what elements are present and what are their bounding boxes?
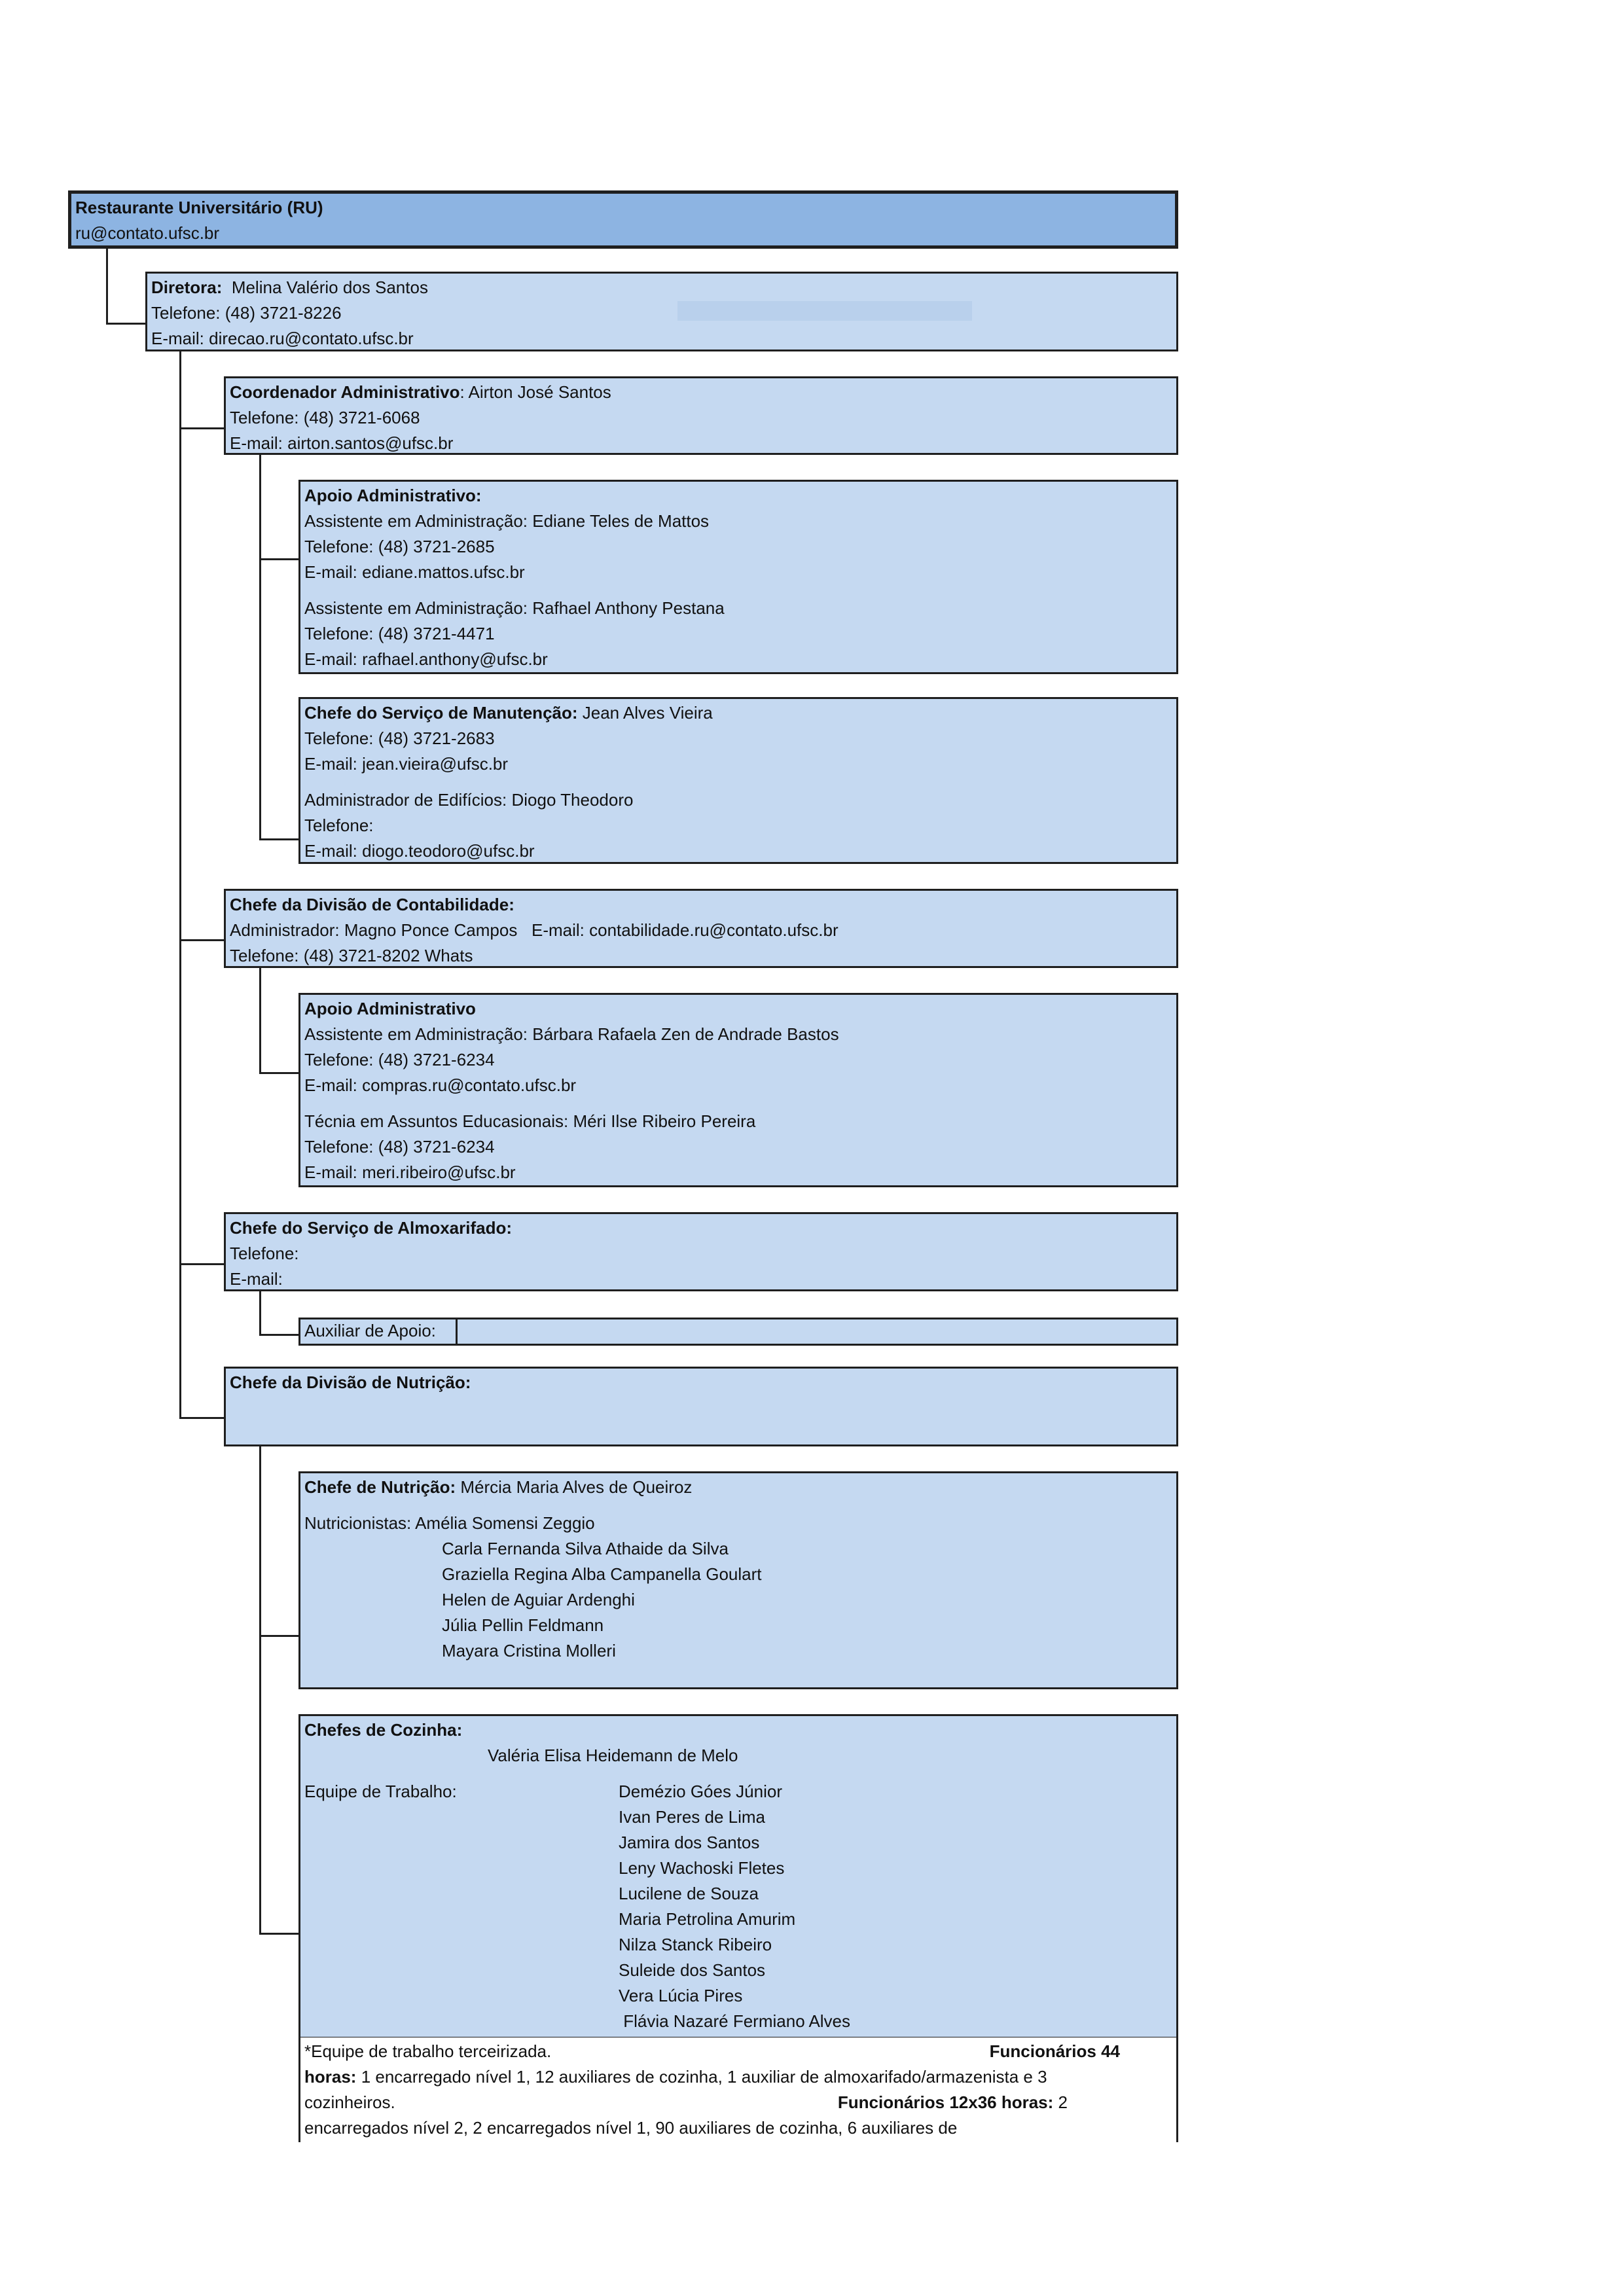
- connector-apoio2-h: [259, 1072, 300, 1074]
- equipe-item: Maria Petrolina Amurim: [619, 1909, 796, 1929]
- nutricao-label: Chefe da Divisão de Nutrição:: [230, 1372, 471, 1392]
- apoio-admin2-p1-phone: Telefone: (48) 3721-6234: [304, 1050, 495, 1069]
- apoio-admin-p1-role: Assistente em Administração: Ediane Teles de Mattos: [304, 511, 710, 531]
- nutricionista-item: Helen de Aguiar Ardenghi: [442, 1590, 635, 1609]
- auxiliar-apoio-label-cell: [300, 1319, 458, 1344]
- equipe-item: Nilza Stanck Ribeiro: [619, 1935, 772, 1954]
- auxiliar-apoio-label: Auxiliar de Apoio:: [304, 1321, 436, 1340]
- chefe-nutricao-label: Chefe de Nutrição:: [304, 1477, 456, 1497]
- footnote-line1: *Equipe de trabalho terceirizada.: [304, 2041, 552, 2061]
- diretora-name: Melina Valério dos Santos: [231, 278, 428, 297]
- connector-coord-h: [179, 427, 225, 429]
- equipe-item: Ivan Peres de Lima: [619, 1807, 766, 1827]
- coord-admin-phone: Telefone: (48) 3721-6068: [230, 408, 420, 427]
- apoio-admin-p2-email: E-mail: rafhael.anthony@ufsc.br: [304, 649, 548, 669]
- footnote-box: [298, 2037, 1178, 2142]
- equipe-item: Jamira dos Santos: [619, 1833, 760, 1852]
- apoio-admin-label: Apoio Administrativo:: [304, 486, 482, 505]
- manutencao-p2-role: Administrador de Edifícios: Diogo Theodoro: [304, 790, 634, 810]
- manutencao-name: Jean Alves Vieira: [577, 703, 713, 723]
- apoio-admin-p2-role: Assistente em Administração: Rafhael Anthony Pestana: [304, 598, 725, 618]
- connector-nutricao-sub-v: [259, 1446, 261, 1934]
- apoio-admin2-label: Apoio Administrativo: [304, 999, 476, 1018]
- manutencao-phone: Telefone: (48) 3721-2683: [304, 728, 495, 748]
- highlight-strip: [677, 301, 972, 321]
- diretora-phone: Telefone: (48) 3721-8226: [151, 303, 342, 323]
- nutricionistas-label: Nutricionistas: Amélia Somensi Zeggio: [304, 1513, 595, 1533]
- connector-contab-h: [179, 939, 225, 941]
- manutencao-p2-phone: Telefone:: [304, 816, 374, 835]
- coord-admin-label: Coordenador Administrativo: [230, 382, 460, 402]
- nutricionista-item: Mayara Cristina Molleri: [442, 1641, 616, 1660]
- coord-admin-box: [224, 376, 1178, 455]
- ru-email: ru@contato.ufsc.br: [75, 223, 220, 243]
- apoio-admin-p1-email: E-mail: ediane.mattos.ufsc.br: [304, 562, 525, 582]
- footnote-line4: encarregados nível 2, 2 encarregados nível 1, 90 auxiliares de cozinha, 6 auxiliares de: [304, 2118, 958, 2138]
- almoxarifado-label: Chefe do Serviço de Almoxarifado:: [230, 1218, 513, 1238]
- apoio-admin2-box: [298, 993, 1178, 1187]
- apoio-admin2-p2-role: Técnia em Assuntos Educasionais: Méri Ilse Ribeiro Pereira: [304, 1111, 756, 1131]
- manutencao-label: Chefe do Serviço de Manutenção:: [304, 703, 578, 723]
- connector-coord-sub-v: [259, 454, 261, 840]
- connector-almox-h: [179, 1263, 225, 1265]
- auxiliar-apoio-box: [298, 1318, 1178, 1346]
- nutricao-box: [224, 1367, 1178, 1446]
- footnote-line2: 1 encarregado nível 1, 12 auxiliares de cozinha, 1 auxiliar de almoxarifado/armazenista e 3: [356, 2067, 1047, 2087]
- nutricionista-item: Júlia Pellin Feldmann: [442, 1615, 604, 1635]
- footnote-funcionarios-12x36: Funcionários 12x36 horas:: [837, 2092, 1054, 2112]
- equipe-item: Leny Wachoski Fletes: [619, 1858, 785, 1878]
- coord-admin-email: E-mail: airton.santos@ufsc.br: [230, 433, 454, 453]
- connector-diretora-main-v: [179, 350, 181, 1418]
- diretora-email: E-mail: direcao.ru@contato.ufsc.br: [151, 329, 414, 348]
- ru-title: Restaurante Universitário (RU): [75, 198, 323, 217]
- manutencao-box: [298, 697, 1178, 864]
- almoxarifado-phone: Telefone:: [230, 1244, 299, 1263]
- nutricionista-item: Graziella Regina Alba Campanella Goulart: [442, 1564, 762, 1584]
- apoio-admin-p1-phone: Telefone: (48) 3721-2685: [304, 537, 495, 556]
- apoio-admin2-p2-email: E-mail: meri.ribeiro@ufsc.br: [304, 1162, 516, 1182]
- apoio-admin2-p1-role: Assistente em Administração: Bárbara Rafaela Zen de Andrade Bastos: [304, 1024, 839, 1044]
- cozinha-box: [298, 1714, 1178, 2039]
- equipe-label: Equipe de Trabalho:: [304, 1782, 457, 1801]
- footnote-line3-count: 2: [1053, 2092, 1068, 2112]
- equipe-item: Suleide dos Santos: [619, 1960, 766, 1980]
- equipe-item: Lucilene de Souza: [619, 1884, 759, 1903]
- connector-chefe-nutricao-h: [259, 1635, 300, 1637]
- coord-admin-name: : Airton José Santos: [460, 382, 611, 402]
- connector-ru-diretora-v: [106, 247, 108, 324]
- almoxarifado-box: [224, 1212, 1178, 1291]
- connector-manut-h: [259, 838, 300, 840]
- manutencao-email: E-mail: jean.vieira@ufsc.br: [304, 754, 509, 774]
- manutencao-p2-email: E-mail: diogo.teodoro@ufsc.br: [304, 841, 535, 861]
- almoxarifado-email: E-mail:: [230, 1269, 283, 1289]
- connector-apoio-h: [259, 558, 300, 560]
- contabilidade-phone: Telefone: (48) 3721-8202 Whats: [230, 946, 473, 965]
- contabilidade-box: [224, 889, 1178, 968]
- apoio-admin-p2-phone: Telefone: (48) 3721-4471: [304, 624, 495, 643]
- ru-header-box: [68, 190, 1178, 249]
- equipe-item: Flávia Nazaré Fermiano Alves: [619, 2011, 851, 2031]
- chefe-nutricao-box: [298, 1471, 1178, 1689]
- connector-contab-sub-v: [259, 967, 261, 1073]
- nutricionista-item: Carla Fernanda Silva Athaide da Silva: [442, 1539, 729, 1558]
- footnote-horas: horas:: [304, 2067, 357, 2087]
- footnote-funcionarios-44: Funcionários 44: [989, 2041, 1120, 2061]
- connector-almox-sub-v: [259, 1289, 261, 1335]
- connector-ru-diretora-h: [106, 323, 147, 325]
- apoio-admin-box: [298, 480, 1178, 674]
- cozinha-chefe: Valéria Elisa Heidemann de Melo: [488, 1746, 738, 1765]
- connector-aux-h: [259, 1334, 300, 1336]
- apoio-admin2-p2-phone: Telefone: (48) 3721-6234: [304, 1137, 495, 1157]
- apoio-admin2-p1-email: E-mail: compras.ru@contato.ufsc.br: [304, 1075, 577, 1095]
- connector-cozinha-h: [259, 1933, 300, 1935]
- diretora-label: Diretora:: [151, 278, 223, 297]
- equipe-item: Vera Lúcia Pires: [619, 1986, 743, 2005]
- equipe-item: Demézio Góes Júnior: [619, 1782, 782, 1801]
- connector-nutricao-h: [179, 1417, 225, 1419]
- cozinha-label: Chefes de Cozinha:: [304, 1720, 463, 1740]
- contabilidade-label: Chefe da Divisão de Contabilidade:: [230, 895, 514, 914]
- contabilidade-line1: Administrador: Magno Ponce Campos E-mail: contabilidade.ru@contato.ufsc.br: [230, 920, 839, 940]
- diretora-box: [145, 272, 1178, 351]
- chefe-nutricao-name: Mércia Maria Alves de Queiroz: [456, 1477, 693, 1497]
- footnote-line3: cozinheiros.: [304, 2092, 395, 2112]
